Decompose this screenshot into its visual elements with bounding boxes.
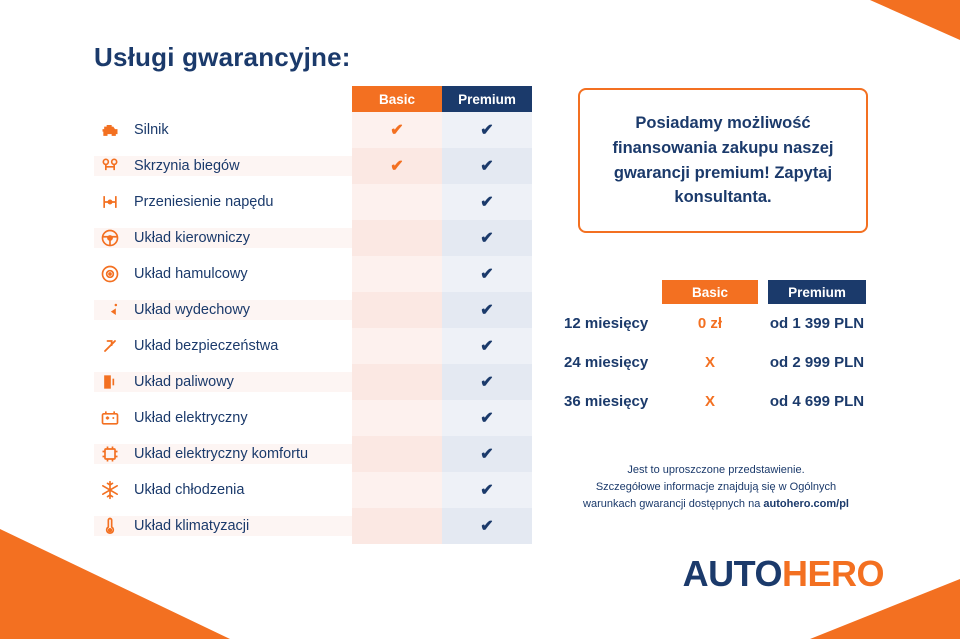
service-label-cell: [94, 516, 352, 536]
fuel-pump-icon: [100, 372, 120, 392]
service-basic-value: ✔: [352, 148, 442, 184]
service-basic-value: [352, 436, 442, 472]
service-premium-value: ✔: [442, 256, 532, 292]
logo-text-auto: AUTO: [682, 553, 782, 594]
table-row: [94, 400, 532, 436]
service-premium-value: ✔: [442, 220, 532, 256]
table-row: [94, 148, 532, 184]
service-label: Skrzynia biegów: [134, 158, 240, 174]
service-basic-value: [352, 256, 442, 292]
table-row: [94, 328, 532, 364]
drivetrain-icon: [100, 192, 120, 212]
service-label: Układ elektryczny: [134, 410, 248, 426]
service-basic-value: [352, 328, 442, 364]
service-label: Układ kierowniczy: [134, 230, 251, 246]
pricing-premium-value: od 2 999 PLN: [769, 354, 865, 371]
pricing-term: 24 miesięcy: [564, 354, 649, 371]
service-label: Układ bezpieczeństwa: [134, 338, 279, 354]
service-premium-value: ✔: [442, 364, 532, 400]
service-basic-value: [352, 508, 442, 544]
service-basic-value: [352, 292, 442, 328]
page-title: Usługi gwarancyjne:: [94, 42, 351, 72]
pricing-header-premium: Premium: [768, 280, 866, 304]
service-label-cell: [94, 408, 352, 428]
service-label: Silnik: [134, 122, 169, 138]
pricing-row: [564, 382, 880, 421]
disclaimer-line-3: [556, 496, 876, 513]
pricing-premium-value: od 4 699 PLN: [769, 393, 865, 410]
service-premium-value: ✔: [442, 400, 532, 436]
table-row: [94, 472, 532, 508]
service-label: Przeniesienie napędu: [134, 194, 274, 210]
service-label-cell: [94, 372, 352, 392]
services-header-basic: Basic: [352, 86, 442, 112]
service-label: Układ hamulcowy: [134, 266, 248, 282]
brake-disc-icon: [100, 264, 120, 284]
disclaimer-website-link[interactable]: autohero.com/pl: [763, 498, 849, 511]
pricing-term: 12 miesięcy: [564, 315, 649, 332]
service-basic-value: [352, 364, 442, 400]
battery-icon: [100, 408, 120, 428]
services-table-header: [352, 86, 532, 112]
disclaimer-line-3-text: warunkach gwarancji dostępnych na: [583, 498, 764, 511]
service-label-cell: [94, 444, 352, 464]
service-label: Układ elektryczny komfortu: [134, 446, 309, 462]
pricing-basic-value: X: [704, 354, 715, 371]
service-label-cell: [94, 228, 352, 248]
service-label-cell: [94, 192, 352, 212]
pricing-table-header: [662, 280, 880, 304]
service-label-cell: [94, 300, 352, 320]
table-row: [94, 112, 532, 148]
services-header-premium: Premium: [442, 86, 532, 112]
pricing-header-basic: Basic: [662, 280, 758, 304]
pricing-row: [564, 343, 880, 382]
financing-promo-box: [578, 88, 868, 233]
service-basic-value: [352, 400, 442, 436]
engine-icon: [100, 120, 120, 140]
table-row: [94, 256, 532, 292]
service-basic-value: [352, 184, 442, 220]
thermometer-icon: [100, 516, 120, 536]
pricing-row: [564, 304, 880, 343]
service-premium-value: ✔: [442, 328, 532, 364]
service-label: Układ chłodzenia: [134, 482, 245, 498]
disclaimer-line-1: Jest to uproszczone przedstawienie.: [627, 464, 805, 476]
pricing-premium-value: od 1 399 PLN: [769, 315, 865, 332]
service-basic-value: [352, 472, 442, 508]
service-premium-value: ✔: [442, 112, 532, 148]
disclaimer: [556, 462, 876, 513]
disclaimer-line-2: Szczegółowe informacje znajdują się w Ogólnych: [595, 481, 837, 494]
service-label-cell: [94, 264, 352, 284]
service-label: Układ wydechowy: [134, 302, 251, 318]
table-row: [94, 292, 532, 328]
table-row: [94, 508, 532, 544]
service-basic-value: [352, 220, 442, 256]
warranty-services-table: [94, 86, 532, 544]
service-label: Układ klimatyzacji: [134, 518, 250, 534]
decorative-corner-bottom-left: [0, 529, 230, 639]
seatbelt-icon: [100, 336, 120, 356]
financing-promo-text: Posiadamy możliwość finansowania zakupu naszej gwarancji premium! Zapytaj konsultanta.: [612, 114, 834, 207]
pricing-table: [564, 280, 880, 421]
service-label-cell: [94, 336, 352, 356]
service-label-cell: [94, 480, 352, 500]
chip-icon: [100, 444, 120, 464]
exhaust-icon: [100, 300, 120, 320]
snowflake-icon: [100, 480, 120, 500]
service-label-cell: [94, 156, 352, 176]
service-premium-value: ✔: [442, 472, 532, 508]
service-premium-value: ✔: [442, 148, 532, 184]
pricing-term: 36 miesięcy: [564, 393, 649, 410]
table-row: [94, 220, 532, 256]
gearbox-icon: [100, 156, 120, 176]
service-premium-value: ✔: [442, 436, 532, 472]
table-row: [94, 436, 532, 472]
pricing-basic-value: 0 zł: [697, 315, 723, 332]
service-premium-value: ✔: [442, 292, 532, 328]
service-premium-value: ✔: [442, 508, 532, 544]
service-label: Układ paliwowy: [134, 374, 234, 390]
steering-wheel-icon: [100, 228, 120, 248]
table-row: [94, 184, 532, 220]
service-label-cell: [94, 120, 352, 140]
autohero-logo: [683, 553, 884, 595]
service-basic-value: ✔: [352, 112, 442, 148]
pricing-basic-value: X: [704, 393, 715, 410]
logo-text-hero: HERO: [781, 553, 884, 594]
decorative-corner-top-right: [870, 0, 960, 40]
service-premium-value: ✔: [442, 184, 532, 220]
table-row: [94, 364, 532, 400]
